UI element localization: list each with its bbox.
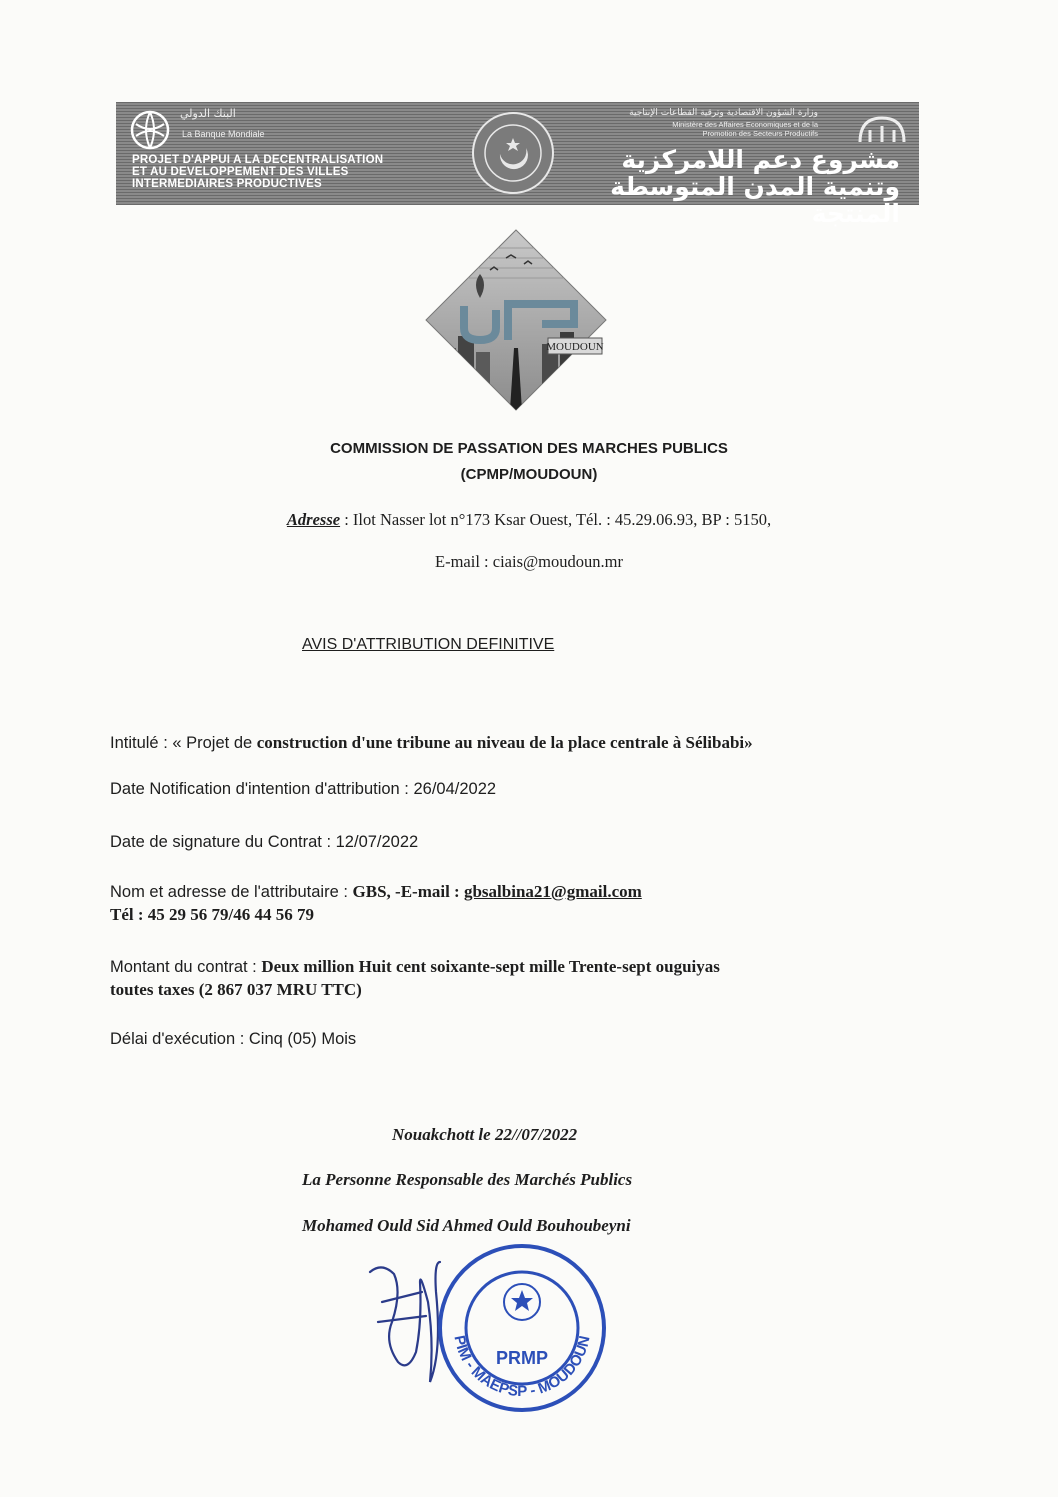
project-title-arabic-line1: مشروع دعم اللامركزية [621, 145, 900, 174]
project-title-line2: ET AU DEVELOPPEMENT DES VILLES [132, 166, 349, 178]
world-bank-globe-icon [130, 110, 170, 150]
attributaire-value: GBS, -E-mail : [352, 882, 464, 901]
project-title-line3: INTERMEDIAIRES PRODUCTIVES [132, 178, 322, 190]
ministry-french-line1: Ministère des Affaires Economiques et de la [672, 120, 818, 129]
attributaire-email-link[interactable]: gbsalbina21@gmail.com [463, 882, 642, 901]
project-title-arabic-line2: وتنمية المدن المتوسطة المنتجة [610, 172, 900, 228]
execution-delay: Délai d'exécution : Cinq (05) Mois [110, 1030, 357, 1048]
national-seal-icon [470, 110, 556, 196]
project-title-arabic [556, 146, 900, 227]
project-title-french [132, 154, 383, 190]
notification-date: Date Notification d'intention d'attribution : 26/04/2022 [110, 780, 497, 798]
project-title-line1: PROJET D'APPUI A LA DECENTRALISATION [132, 154, 384, 166]
signature-and-stamp [362, 1232, 622, 1432]
commission-title: COMMISSION DE PASSATION DES MARCHES PUBLICS [330, 440, 728, 457]
attributaire-phone: Tél : 45 29 56 79/46 44 56 79 [110, 905, 314, 924]
intitule-value: construction d'une tribune au niveau de la place centrale à Sélibabi» [256, 733, 753, 752]
official-stamp [440, 1246, 604, 1410]
moudoun-logo [424, 228, 608, 412]
notice-title: AVIS D'ATTRIBUTION DEFINITIVE [302, 636, 555, 653]
handwritten-signature [370, 1262, 440, 1382]
stamp-center-text: PRMP [495, 1348, 549, 1368]
intitule-label: Intitulé : « Projet de [110, 734, 257, 752]
ministry-arabic: وزارة الشؤون الاقتصادية وترقية القطاعات الإنتاجية [629, 108, 818, 118]
place-date: Nouakchott le 22//07/2022 [392, 1125, 578, 1144]
moudoun-logo-text: MOUDOUN [546, 341, 604, 353]
address-value: : Ilot Nasser lot n°173 Ksar Ouest, Tél. : 45.29.06.93, BP : 5150, [340, 510, 772, 529]
attributaire-line [110, 882, 642, 902]
intitule-line [110, 733, 753, 753]
address-label: Adresse [286, 510, 341, 529]
contract-amount-label: Montant du contrat : [110, 958, 262, 976]
moudoun-small-logo-icon [852, 112, 912, 148]
email-line: E-mail : ciais@moudoun.mr [435, 552, 623, 571]
world-bank-arabic: البنك الدولي [180, 107, 236, 120]
world-bank-french: La Banque Mondiale [182, 129, 265, 139]
attributaire-label: Nom et adresse de l'attributaire : [110, 883, 353, 901]
ministry-french [600, 120, 818, 138]
contract-amount-value: Deux million Huit cent soixante-sept mille Trente-sept ouguiyas [261, 957, 720, 976]
header-banner [116, 102, 919, 228]
stamp-ring-text: PIM - MAEPSP - MOUDOUN [450, 1333, 594, 1401]
contract-signature-date: Date de signature du Contrat : 12/07/2022 [110, 833, 419, 851]
address-line [0, 510, 1058, 530]
ministry-french-line2: Promotion des Secteurs Productifs [702, 129, 818, 138]
commission-acronym: (CPMP/MOUDOUN) [460, 466, 598, 483]
signatory-role: La Personne Responsable des Marchés Publics [302, 1170, 633, 1189]
signatory-name: Mohamed Ould Sid Ahmed Ould Bouhoubeyni [302, 1216, 631, 1235]
contract-amount-value-cont: toutes taxes (2 867 037 MRU TTC) [110, 980, 362, 999]
contract-amount-line [110, 957, 720, 977]
